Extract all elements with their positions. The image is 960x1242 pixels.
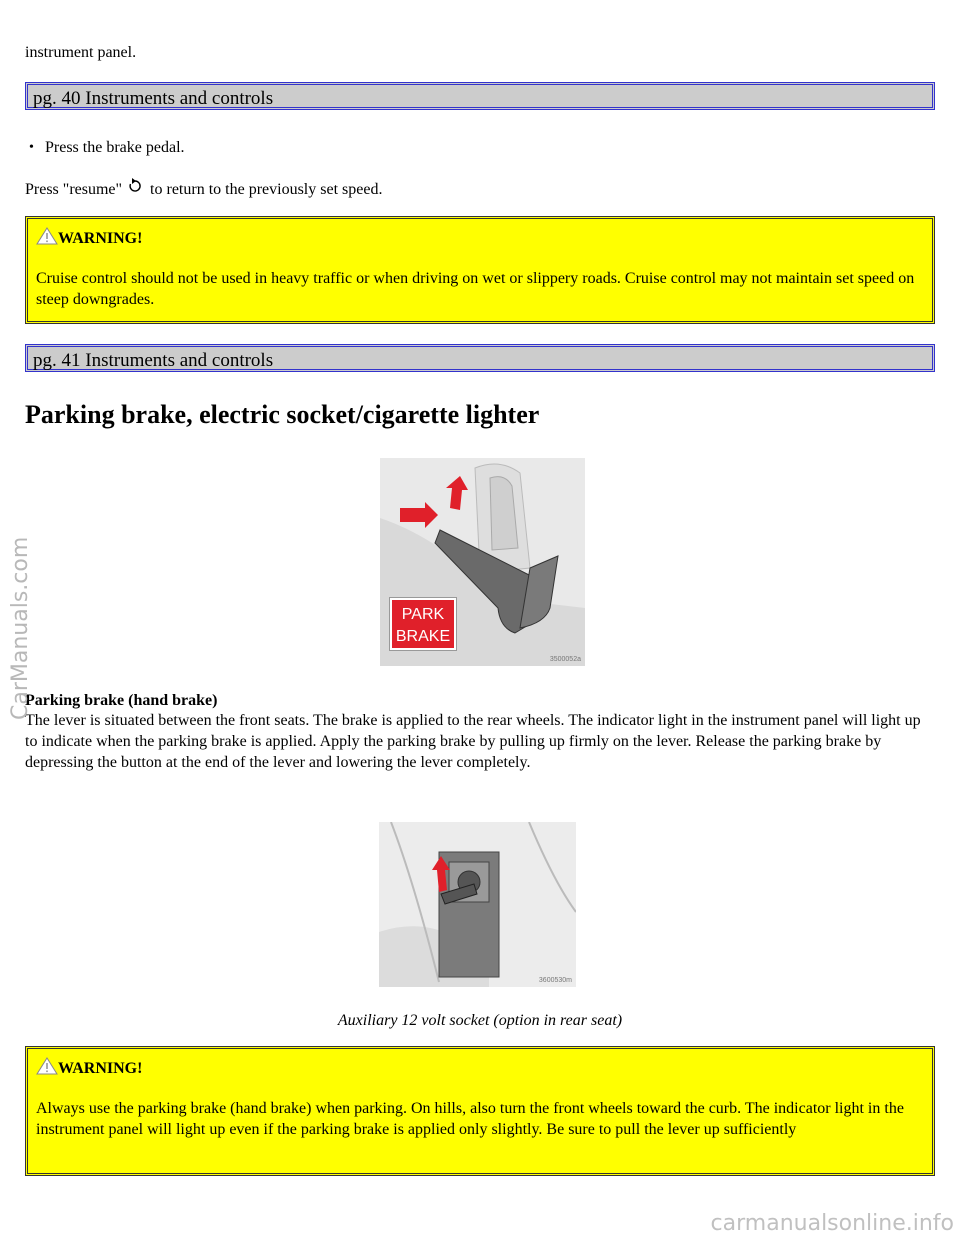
figure-code: 3500052a xyxy=(549,656,581,663)
warning-box-cruise xyxy=(25,216,935,324)
resume-text-after: to return to the previously set speed. xyxy=(150,181,383,198)
warning-body: Cruise control should not be used in heavy traffic or when driving on wet or slippery roads. Cruise control may not maintain set speed on steep downgrades. xyxy=(36,270,915,308)
resume-text-before: Press "resume" xyxy=(25,181,123,198)
warning-triangle-icon xyxy=(36,227,58,245)
figure-code: 3600530m xyxy=(538,977,572,984)
park-brake-sign: PARK BRAKE xyxy=(390,598,456,650)
resume-text xyxy=(25,178,382,200)
bullet-item: • Press the brake pedal. xyxy=(45,137,185,158)
warning-triangle-icon xyxy=(36,1057,58,1075)
section-header-pg40: pg. 40 Instruments and controls xyxy=(25,82,935,110)
parking-brake-illustration xyxy=(380,458,585,666)
socket-illustration xyxy=(379,822,576,987)
side-watermark: CarManuals.com xyxy=(8,536,33,720)
socket-caption: Auxiliary 12 volt socket (option in rear seat) xyxy=(337,1012,623,1029)
bottom-watermark: carmanualsonline.info xyxy=(710,1211,954,1236)
parking-brake-heading: Parking brake (hand brake) xyxy=(25,692,218,709)
resume-icon xyxy=(128,178,144,200)
warning-box-parking xyxy=(25,1046,935,1176)
parking-brake-body: The lever is situated between the front seats. The brake is applied to the rear wheels. The indicator light in the instrument panel will light up to indicate when the parking brake is applied. Apply the parking brake by pulling up firmly on the lever. Release the parking brake by depressing the button at the end of the lever and lowering the lever completely. xyxy=(25,712,921,771)
warning-title: WARNING! xyxy=(36,227,924,250)
intro-text: instrument panel. xyxy=(25,44,137,61)
page-title: Parking brake, electric socket/cigarette lighter xyxy=(25,400,540,429)
warning-title: WARNING! xyxy=(36,1057,924,1080)
section-header-pg41: pg. 41 Instruments and controls xyxy=(25,344,935,372)
warning-body: Always use the parking brake (hand brake) when parking. On hills, also turn the front wheels toward the curb. The indicator light in the instrument panel will light up even if the parking brake is applied only slightly. Be sure to pull the lever up sufficiently xyxy=(36,1100,904,1138)
